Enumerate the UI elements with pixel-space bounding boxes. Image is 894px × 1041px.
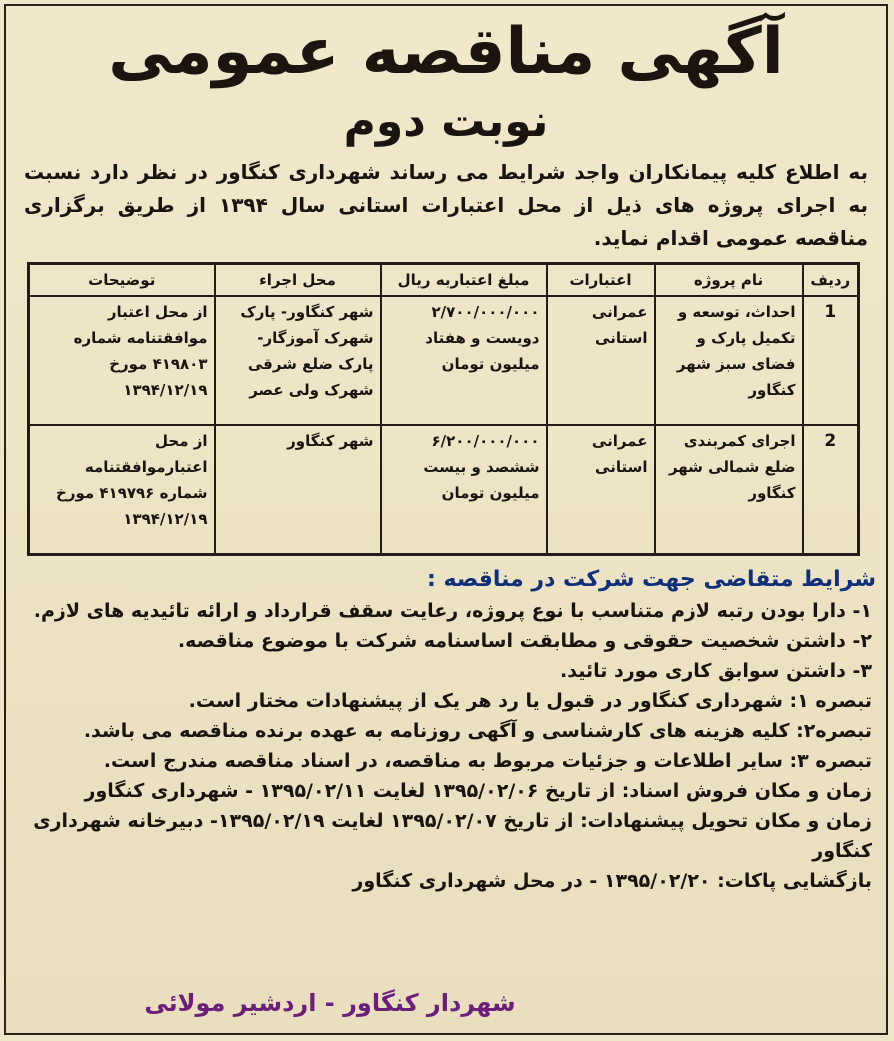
note-item: تبصره ۳: سایر اطلاعات و جزئیات مربوط به مناقصه، در اسناد مناقصه مندرج است. — [103, 750, 872, 772]
note-item: تبصره۲: کلیه هزینه های کارشناسی و آگهی روزنامه به عهده برنده مناقصه می باشد. — [83, 720, 872, 742]
condition-item: ۲- داشتن شخصیت حقوقی و مطابقت اساسنامه شرکت با موضوع مناقصه. — [177, 630, 872, 652]
conditions-title: شرایط متقاضی جهت شرکت در مناقصه : — [427, 567, 876, 592]
tender-table — [27, 262, 860, 556]
condition-item: ۳- داشتن سوابق کاری مورد تائید. — [560, 660, 872, 682]
header-amount: مبلغ اعتباربه ریال — [381, 264, 547, 297]
cell-amount: ۶/۲۰۰/۰۰۰/۰۰۰ ششصد و بیست میلیون تومان — [381, 425, 547, 555]
table-row — [29, 296, 859, 425]
bid-submission-schedule: زمان و مکان تحویل پیشنهادات: از تاریخ ۱۳۹۵/۰۲/۰۷ لغایت ۱۳۹۵/۰۲/۱۹- دبیرخانه شهرداری کنگاور — [33, 810, 872, 862]
cell-notes: از محل اعتبار موافقتنامه شماره ۴۱۹۸۰۳ مورخ ۱۳۹۴/۱۲/۱۹ — [29, 296, 215, 425]
notice-subtitle: نوبت دوم — [343, 96, 549, 147]
document-sale-schedule: زمان و مکان فروش اسناد: از تاریخ ۱۳۹۵/۰۲/۰۶ لغایت ۱۳۹۵/۰۲/۱۱ - شهرداری کنگاور — [84, 780, 872, 802]
cell-row-number: 1 — [803, 296, 859, 425]
cell-project-name: اجرای کمربندی ضلع شمالی شهر کنگاور — [655, 425, 803, 555]
intro-paragraph: به اطلاع کلیه پیمانکاران واجد شرایط می رساند شهرداری کنگاور در نظر دارد نسبت به اجرای پروژه های ذیل از محل اعتبارات استانی سال ۱۳۹۴ از طریق برگزاری مناقصه عمومی اقدام نماید. — [24, 160, 869, 250]
cell-notes: از محل اعتبارموافقتنامه شماره ۴۱۹۷۹۶ مورخ ۱۳۹۴/۱۲/۱۹ — [29, 425, 215, 555]
header-project-name: نام پروژه — [655, 264, 803, 297]
cell-amount: ۲/۷۰۰/۰۰۰/۰۰۰ دویست و هفتاد میلیون تومان — [381, 296, 547, 425]
signature-line: شهردار کنگاور - اردشیر مولائی — [144, 989, 516, 1017]
header-credit-type: اعتبارات — [547, 264, 655, 297]
conditions-list — [20, 596, 872, 896]
table-header-row — [29, 264, 859, 297]
notice-title: آگهی مناقصه عمومی — [108, 15, 784, 89]
condition-item: ۱- دارا بودن رتبه لازم متناسب با نوع پروژه، رعایت سقف قرارداد و ارائه تائیدیه های لازم. — [33, 600, 872, 622]
cell-location: شهر کنگاور- پارک شهرک آموزگار- پارک ضلع شرقی شهرک ولی عصر — [215, 296, 381, 425]
header-row-number: ردیف — [803, 264, 859, 297]
cell-row-number: 2 — [803, 425, 859, 555]
bid-opening-schedule: بازگشایی پاکات: ۱۳۹۵/۰۲/۲۰ - در محل شهرداری کنگاور — [352, 870, 872, 892]
cell-credit-type: عمرانی استانی — [547, 425, 655, 555]
header-notes: توضیحات — [29, 264, 215, 297]
cell-credit-type: عمرانی استانی — [547, 296, 655, 425]
note-item: تبصره ۱: شهرداری کنگاور در قبول یا رد هر یک از پیشنهادات مختار است. — [188, 690, 872, 712]
header-location: محل اجراء — [215, 264, 381, 297]
cell-location: شهر کنگاور — [215, 425, 381, 555]
cell-project-name: احداث، توسعه و تکمیل پارک و فضای سبز شهر کنگاور — [655, 296, 803, 425]
table-row — [29, 425, 859, 555]
